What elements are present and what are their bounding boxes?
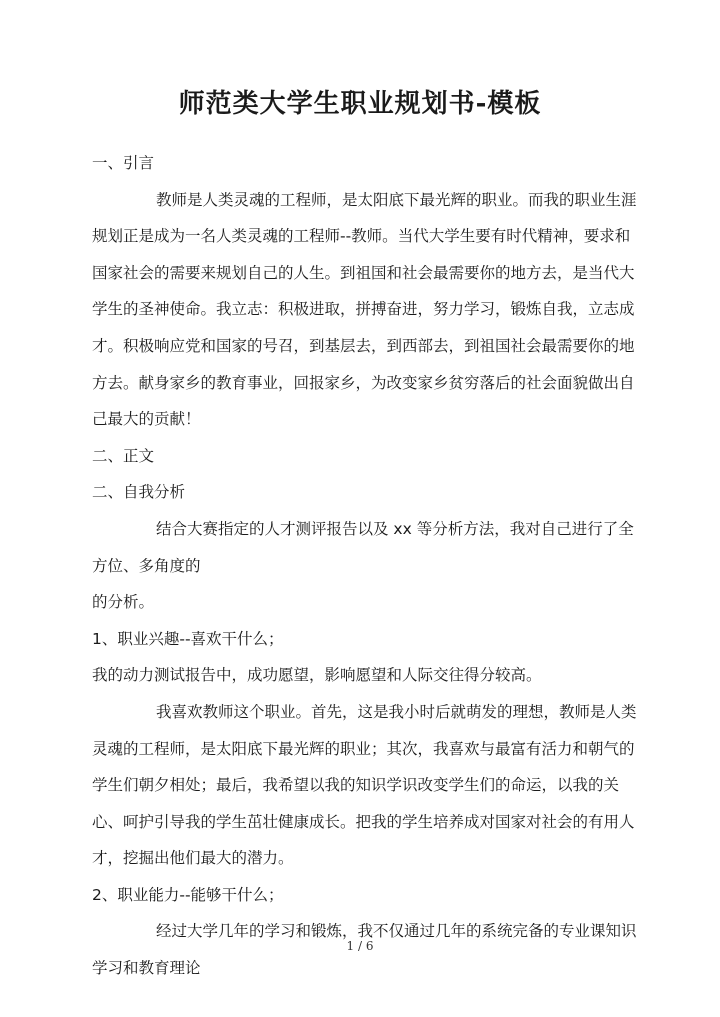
document-body [92,145,640,987]
paragraph-love-teaching: 我喜欢教师这个职业。首先，这是我小时后就萌发的理想，教师是人类灵魂的工程师，是太阳底下最光辉的职业；其次，我喜欢与最富有活力和朝气的学生们朝夕相处；最后，我希望以我的知识学识改变学生们的命运，以我的关心、呵护引导我的学生茁壮健康成长。把我的学生培养成对国家对社会的有用人才，挖掘出他们最大的潜力。 [92,702,637,868]
paragraph-intro: 教师是人类灵魂的工程师，是太阳底下最光辉的职业。而我的职业生涯规划正是成为一名人类灵魂的工程师--教师。当代大学生要有时代精神，要求和国家社会的需要来规划自己的人生。到祖国和社会最需要你的地方去，是当代大学生的圣神使命。我立志：积极进取，拼搏奋进，努力学习，锻炼自我，立志成才。积极响应党和国家的号召，到基层去，到西部去，到祖国社会最需要你的地方去。献身家乡的教育事业，回报家乡，为改变家乡贫穷落后的社会面貌做出自己最大的贡献！ [92,190,637,429]
subheading-career-interest: 1、职业兴趣--喜欢干什么； [92,629,284,648]
document-title: 师范类大学生职业规划书-模板 [178,89,542,119]
paragraph-motivation-test: 我的动力测试报告中，成功愿望，影响愿望和人际交往得分较高。 [92,666,542,685]
section-heading-intro: 一、引言 [92,154,155,172]
section-heading-self-analysis: 二、自我分析 [92,483,186,502]
paragraph-self-analysis: 结合大赛指定的人才测评报告以及 xx 等分析方法，我对自己进行了全方位、多角度的 [92,519,634,575]
subheading-career-ability: 2、职业能力--能够干什么； [92,885,284,904]
paragraph-study-experience: 经过大学几年的学习和锻炼，我不仅通过几年的系统完备的专业课知识学习和教育理论 [92,922,637,978]
section-heading-body: 二、正文 [92,446,155,465]
page-number: 1 / 6 [346,939,374,953]
paragraph-analysis-continued: 的分析。 [92,593,155,612]
